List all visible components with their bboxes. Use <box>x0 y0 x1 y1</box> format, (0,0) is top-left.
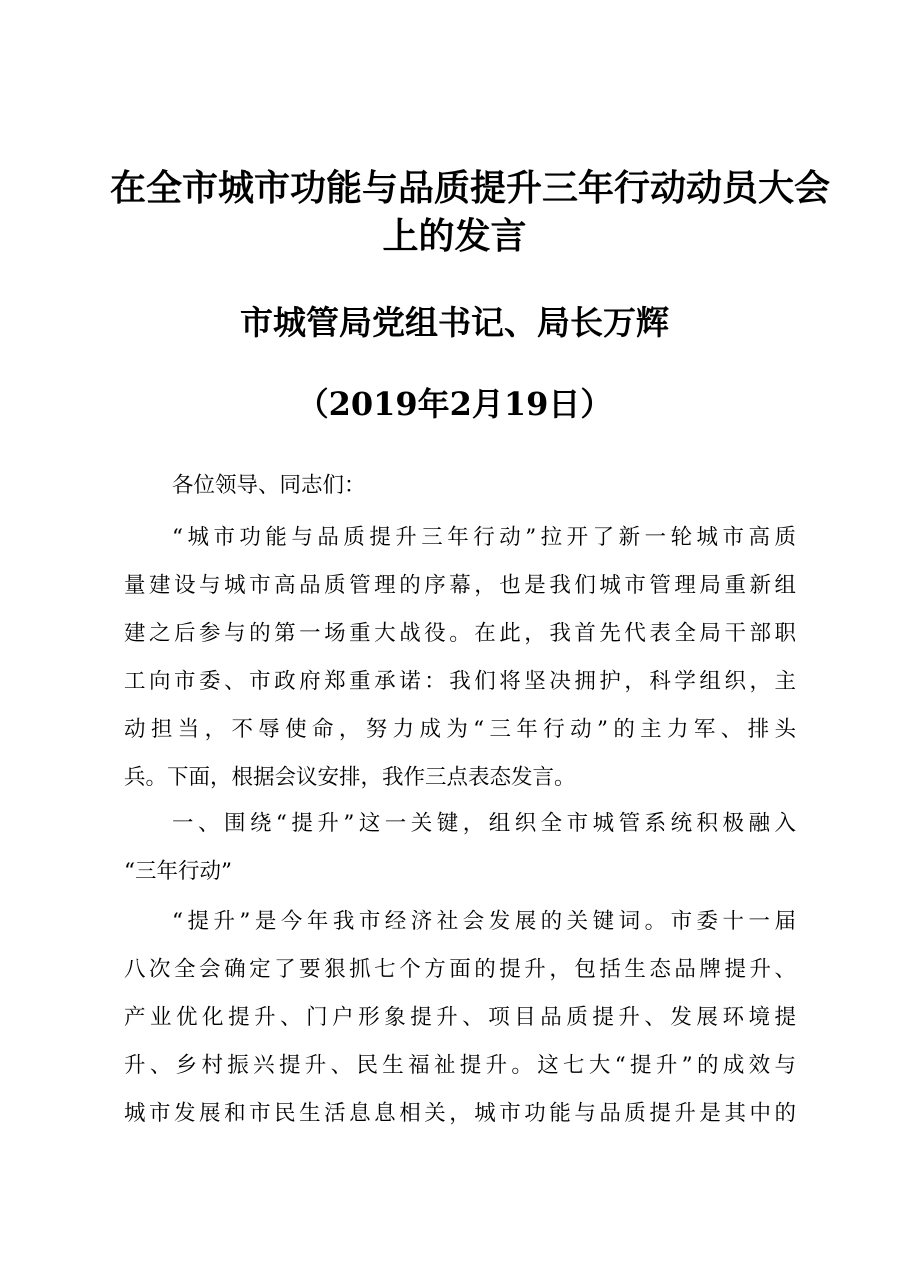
document-title-line-1: 在全市城市功能与品质提升三年行动动员大会 <box>110 167 831 209</box>
paragraph-1 <box>124 514 796 802</box>
paragraph-2-line: 八次全会确定了要狠抓七个方面的提升，包括生态品牌提升、 <box>124 957 796 982</box>
paragraph-2-line: 产业优化提升、门户形象提升、项目品质提升、发展环境提 <box>124 1005 796 1030</box>
greeting-text: 各位领导、同志们： <box>172 473 366 498</box>
document-title-line-2: 上的发言 <box>382 215 527 257</box>
paragraph-2 <box>124 898 796 1138</box>
section-heading-1-line: “三年行动” <box>124 859 232 884</box>
paragraph-1-line: “城市功能与品质提升三年行动”拉开了新一轮城市高质 <box>172 525 796 550</box>
paragraph-1-line: 工向市委、市政府郑重承诺：我们将坚决拥护，科学组织，主 <box>124 669 796 694</box>
speech-date: （2019年2月19日） <box>296 385 613 423</box>
greeting <box>124 462 796 510</box>
paragraph-2-line: 升、乡村振兴提升、民生福祉提升。这七大“提升”的成效与 <box>124 1053 796 1078</box>
paragraph-1-line: 建之后参与的第一场重大战役。在此，我首先代表全局干部职 <box>124 621 796 646</box>
paragraph-1-line: 量建设与城市高品质管理的序幕，也是我们城市管理局重新组 <box>124 573 796 598</box>
paragraph-2-line: “提升”是今年我市经济社会发展的关键词。市委十一届 <box>172 909 796 934</box>
paragraph-1-line: 兵。下面，根据会议安排，我作三点表态发言。 <box>124 765 576 790</box>
speaker-title: 市城管局党组书记、局长万辉 <box>240 303 669 342</box>
section-heading-1-line: 一、围绕“提升”这一关键，组织全市城管系统积极融入 <box>172 811 796 836</box>
section-heading-1 <box>124 800 796 896</box>
paragraph-2-line: 城市发展和市民生活息息相关，城市功能与品质提升是其中的 <box>124 1101 796 1126</box>
paragraph-1-line: 动担当，不辱使命，努力成为“三年行动”的主力军、排头 <box>124 717 796 742</box>
